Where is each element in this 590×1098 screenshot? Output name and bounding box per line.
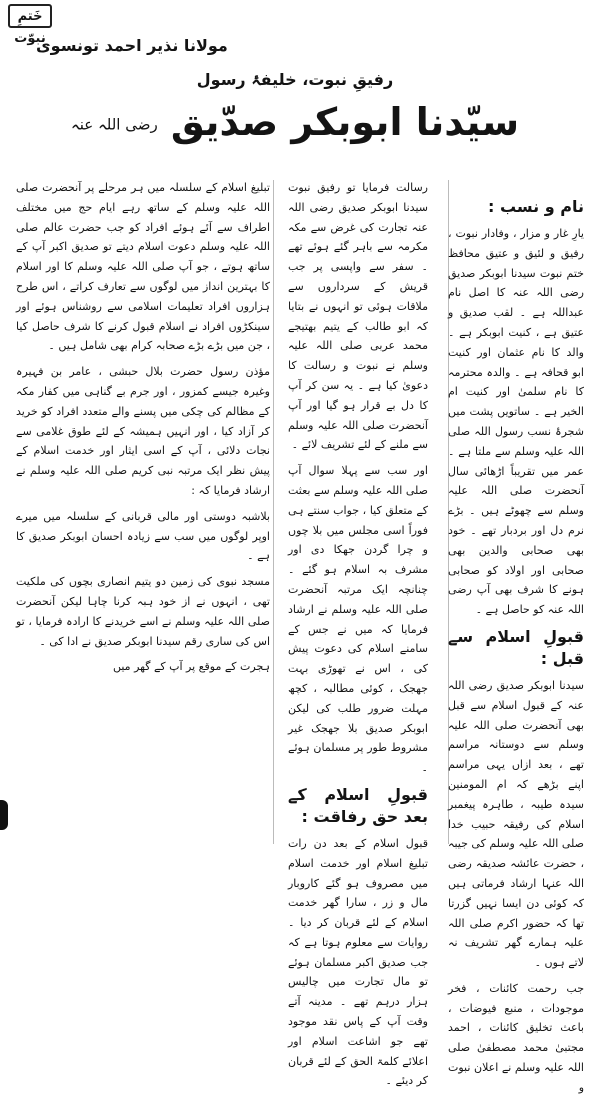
- page-edge-mark: [0, 800, 8, 830]
- column-divider: [273, 180, 274, 844]
- paragraph-closing: جب رحمت کائنات ، فخر موجودات ، منبع فیوضات ، باعث تخلیق کائنات ، احمد مجتبیٰ محمد مصطفیٰ صلی اللہ علیہ وسلم نے اعلان نبوت و: [448, 981, 584, 1094]
- column-middle: [288, 178, 428, 1088]
- section-heading-after-islam: قبولِ اسلام کے بعد حق رفاقت :: [288, 784, 428, 826]
- paragraph-masjid-land: مسجد نبوی کی زمین دو یتیم انصاری بچوں کی ملکیت تھی ، انہوں نے از خود ہبہ کرنا چاہا لیکن آنحضرت صلی اللہ علیہ وسلم نے اسے خریدنے کا ارادہ فرمایا ، تو اس کی ساری رقم سیدنا ابوبکر صدیق نے ادا کی ۔: [16, 575, 270, 648]
- article-tagline: رفیقِ نبوت، خلیفۂ رسول: [196, 70, 394, 89]
- magazine-logo: خَتمِ نبوّت: [8, 4, 52, 28]
- column-left: [16, 178, 270, 848]
- paragraph-hijrah: ہجرت کے موقع پر آپ کے گھر میں: [112, 660, 270, 674]
- column-right: [448, 190, 584, 1094]
- paragraph-lineage: یارِ غار و مزار ، وفادار نبوت ، رفیق و لئیق و عتیق محافظ ختم نبوت سیدنا ابوبکر صدیق رضی اللہ عنہ کا اصل نام عبداللہ ہے ۔ لقب صدیق و عتیق ہے ، کنیت ابوبکر ہے ۔ والد کا نام عثمان اور کنیت ابو قحافہ ہے ۔ والدہ محترمہ کا نام سلمیٰ اور کنیت ام الخیر ہے ۔ ساتویں پشت میں شجرۂ نسب رسول اللہ صلی اللہ علیہ وسلم سے ملتا ہے ۔ عمر میں تقریباً اڑھائی سال آنحضرت صلی اللہ علیہ وسلم سے چھوٹے ہیں ۔ بڑے نرم دل اور بردبار تھے ۔ خود بھی صحابی والدین بھی صحابی اور اولاد کو صحابی ہونے کا شرف بھی آپ رضی اللہ عنہ کو حاصل ہے ۔: [448, 227, 584, 617]
- paragraph-after-islam: قبول اسلام کے بعد دن رات تبلیغ اسلام اور خدمت اسلام میں مصروف ہو گئے کاروبار مال و زر ، سارا گھر خدمت اسلام کے لئے قربان کر دیا ۔ روایات سے معلوم ہوتا ہے کہ جب صدیق اکبر مسلمان ہوئے تو مال تجارت میں چالیس ہزار درہم تھے ۔ مدینہ آتے وقت آپ کے پاس نقد موجود تھے جو اشاعت اسلام اور اعلائے کلمۃ الحق کے لئے قربان کر دیئے ۔: [288, 836, 428, 1088]
- article-title-row: [0, 100, 590, 144]
- paragraph-freed-slaves: مؤذن رسول حضرت بلال حبشی ، عامر بن فہیرہ وغیرہ جیسے کمزور ، اور جرم بے گناہی میں کفار مکہ کے مظالم کی چکی میں پسنے والے متعدد افراد کو خرید کر آزاد کیا ، اور انہیں ہمیشہ کے لئے طوق غلامی سے نجات دلائی ، آپ کے اسی ایثار اور خدمت اسلام کے پیش نظر ایک مرتبہ نبی کریم صلی اللہ علیہ وسلم نے ارشاد فرمایا کہ :: [16, 365, 270, 497]
- hadith-quote: بلاشبہ دوستی اور مالی قربانی کے سلسلہ میں میرے اوپر لوگوں میں سب سے زیادہ احسان ابوبکر صدیق کا ہے ۔: [16, 509, 270, 563]
- honorific-phrase: رضی اللہ عنہ: [70, 115, 158, 134]
- section-heading-lineage: نام و نسب :: [487, 197, 584, 216]
- section-heading-before-islam: قبولِ اسلام سے قبل :: [448, 626, 584, 668]
- author-name: مولانا نذیر احمد تونسوی: [36, 36, 228, 55]
- paragraph-first-question: اور سب سے پہلا سوال آپ صلی اللہ علیہ وسلم سے بعثت کے متعلق کیا ، جواب سنتے ہی فوراً اسی مجلس میں بلا چوں و چرا گردن جھکا دی اور مشرف بہ اسلام ہو گئے ۔ چنانچہ ایک مرتبہ آنحضرت صلی اللہ علیہ وسلم نے ارشاد فرمایا کہ میں نے جس کے سامنے اسلام کی دعوت پیش کی ، اس نے تھوڑی بہت جھجک ، کوئی مطالبہ ، کچھ مہلت ضرور طلب کی لیکن ابوبکر صدیق بلا جھجک غیر مشروط طور پر مسلمان ہوئے ۔: [288, 464, 428, 775]
- paragraph-tabligh: تبلیغ اسلام کے سلسلہ میں ہر مرحلے پر آنحضرت صلی اللہ علیہ وسلم کے ساتھ رہے ایام حج میں مختلف اطراف سے آئے ہوئے افراد کو جب حضرت عالم صلی اللہ علیہ وسلم دعوت اسلام دیتے تو صدیق اکبر آپ کے ساتھ ہوتے ، جو آپ صلی اللہ علیہ وسلم کا اور اسلام کا بہترین انداز میں لوگوں سے تعارف کراتے ، اس طرح ہزاروں افراد تعلیمات اسلامی سے روشناس ہوئے اور سینکڑوں افراد نے اسلام قبول کرنے کا شرف حاصل کیا ، جن میں بڑے بڑے صحابہ کرام بھی شامل ہیں ۔: [16, 181, 270, 353]
- article-title: سیّدنا ابوبکر صدّیق: [170, 100, 520, 144]
- paragraph-before-islam: سیدنا ابوبکر صدیق رضی اللہ عنہ کے قبول اسلام سے قبل بھی آنحضرت صلی اللہ علیہ وسلم سے دوستانہ مراسم تھے ، بعد ازاں یہی مراسم اپنے بڑھے کہ ام المومنین سیدہ طیبہ ، طاہرہ پیغمبر اسلام کی رفیقہ حبیب خدا صلی اللہ علیہ وسلم کی جیبہ ، حضرت عائشہ صدیقہ رضی اللہ عنہا ارشاد فرماتی ہیں کہ کوئی دن ایسا نہیں گزرتا تھا کہ حضور اکرم صلی اللہ علیہ ہمارے گھر تشریف نہ لاتے ہوں ۔: [448, 678, 584, 970]
- paragraph-prophethood: رسالت فرمایا تو رفیق نبوت سیدنا ابوبکر صدیق رضی اللہ عنہ تجارت کی غرض سے مکہ مکرمہ سے باہر گئے ہوئے تھے ۔ سفر سے واپسی پر جب قریش کے سرداروں سے ملاقات ہوئی تو انہوں نے بتایا کہ ابو طالب کے یتیم بھتیجے محمد عربی صلی اللہ علیہ وسلم نے نبوت و رسالت کا دعویٰ کیا ہے ۔ یہ سن کر آپ کا دل بے قرار ہو گیا اور آپ آنحضرت صلی اللہ علیہ وسلم سے ملنے کے لئے تشریف لائے ۔: [288, 181, 428, 452]
